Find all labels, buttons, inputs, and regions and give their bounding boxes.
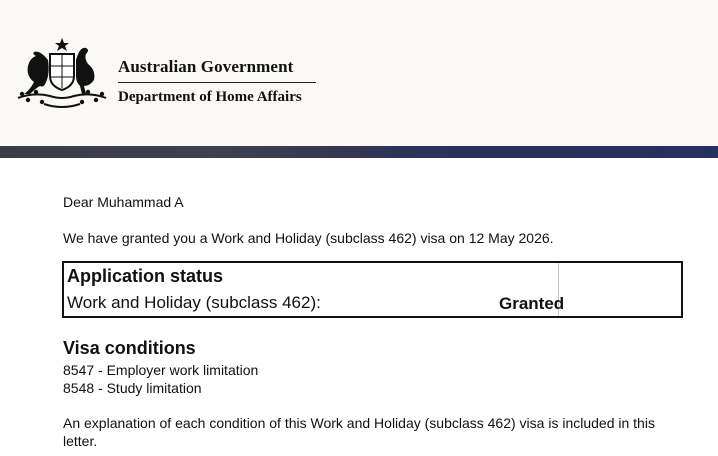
condition-item: 8547 - Employer work limitation: [63, 362, 259, 378]
department-title: Department of Home Affairs: [118, 89, 302, 105]
conditions-explanation: An explanation of each condition of this Work and Holiday (subclass 462) visa is included in this letter.: [63, 415, 655, 449]
government-title: Australian Government: [118, 57, 294, 76]
application-status-table: [62, 261, 683, 318]
header-divider: [118, 82, 316, 83]
visa-type-label: Work and Holiday (subclass 462):: [67, 293, 321, 312]
grant-statement: We have granted you a Work and Holiday (subclass 462) visa on 12 May 2026.: [63, 230, 554, 246]
status-value: Granted: [499, 294, 565, 313]
coat-of-arms-icon: [14, 36, 110, 112]
condition-item: 8548 - Study limitation: [63, 380, 202, 396]
salutation: Dear Muhammad A: [63, 194, 184, 210]
status-heading: Application status: [67, 266, 224, 286]
letterhead: [0, 0, 718, 146]
header-band: [0, 146, 718, 158]
visa-conditions-heading: Visa conditions: [63, 338, 196, 358]
